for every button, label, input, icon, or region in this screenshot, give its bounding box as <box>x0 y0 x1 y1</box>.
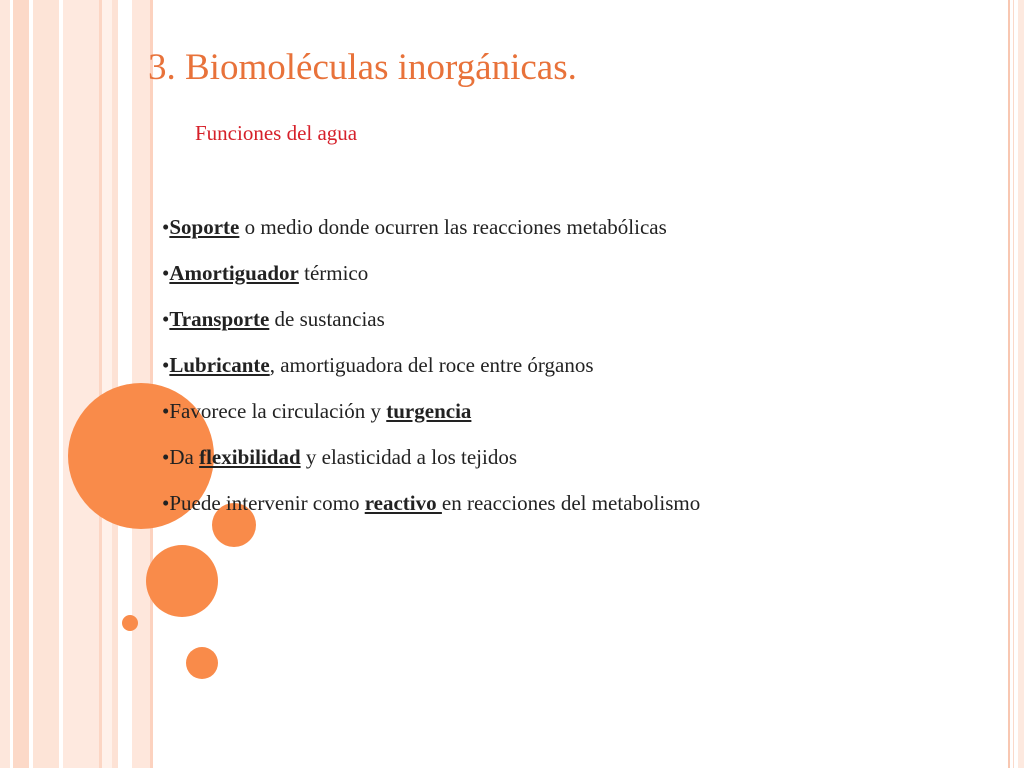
bullet-item <box>162 296 882 342</box>
bullet-item <box>162 342 882 388</box>
bullet-marker: • <box>162 215 170 239</box>
bullet-text: , amortiguadora del roce entre órganos <box>269 353 594 377</box>
bullet-keyword: Soporte <box>169 215 240 239</box>
bullet-text: en reacciones del metabolismo <box>441 491 701 515</box>
bullet-text: Favorece la circulación y <box>169 399 387 423</box>
bullet-item <box>162 388 882 434</box>
bullet-text: térmico <box>298 261 369 285</box>
bullet-text: Da <box>169 445 200 469</box>
bullet-text: de sustancias <box>269 307 385 331</box>
slide-subtitle: Funciones del agua <box>195 121 358 145</box>
bullet-item <box>162 250 882 296</box>
decorative-stripe <box>13 0 29 768</box>
bullet-keyword: reactivo <box>364 491 442 515</box>
decorative-circle-tiny <box>122 615 138 631</box>
bullet-marker: • <box>162 353 170 377</box>
bullet-list <box>162 204 882 526</box>
bullet-item <box>162 480 802 526</box>
bullet-marker: • <box>162 445 170 469</box>
slide-title: 3. Biomoléculas inorgánicas. <box>148 47 577 88</box>
decorative-edge-line <box>1013 0 1014 768</box>
bullet-keyword: turgencia <box>386 399 472 423</box>
bullet-keyword: Lubricante <box>169 353 270 377</box>
decorative-edge-line <box>1008 0 1010 768</box>
decorative-stripe <box>102 0 112 768</box>
bullet-keyword: Amortiguador <box>169 261 299 285</box>
decorative-circle-small <box>186 647 218 679</box>
bullet-marker: • <box>162 491 170 515</box>
decorative-circle-medium <box>146 545 218 617</box>
bullet-marker: • <box>162 307 170 331</box>
bullet-marker: • <box>162 261 170 285</box>
bullet-item <box>162 204 882 250</box>
decorative-stripe <box>0 0 10 768</box>
bullet-item <box>162 434 882 480</box>
bullet-text: o medio donde ocurren las reacciones metabólicas <box>239 215 667 239</box>
decorative-stripe <box>33 0 59 768</box>
decorative-stripe <box>63 0 99 768</box>
decorative-edge-line <box>1018 0 1024 768</box>
bullet-keyword: Transporte <box>169 307 270 331</box>
bullet-keyword: flexibilidad <box>199 445 301 469</box>
bullet-text: Puede intervenir como <box>169 491 365 515</box>
bullet-marker: • <box>162 399 170 423</box>
bullet-text: y elasticidad a los tejidos <box>300 445 518 469</box>
